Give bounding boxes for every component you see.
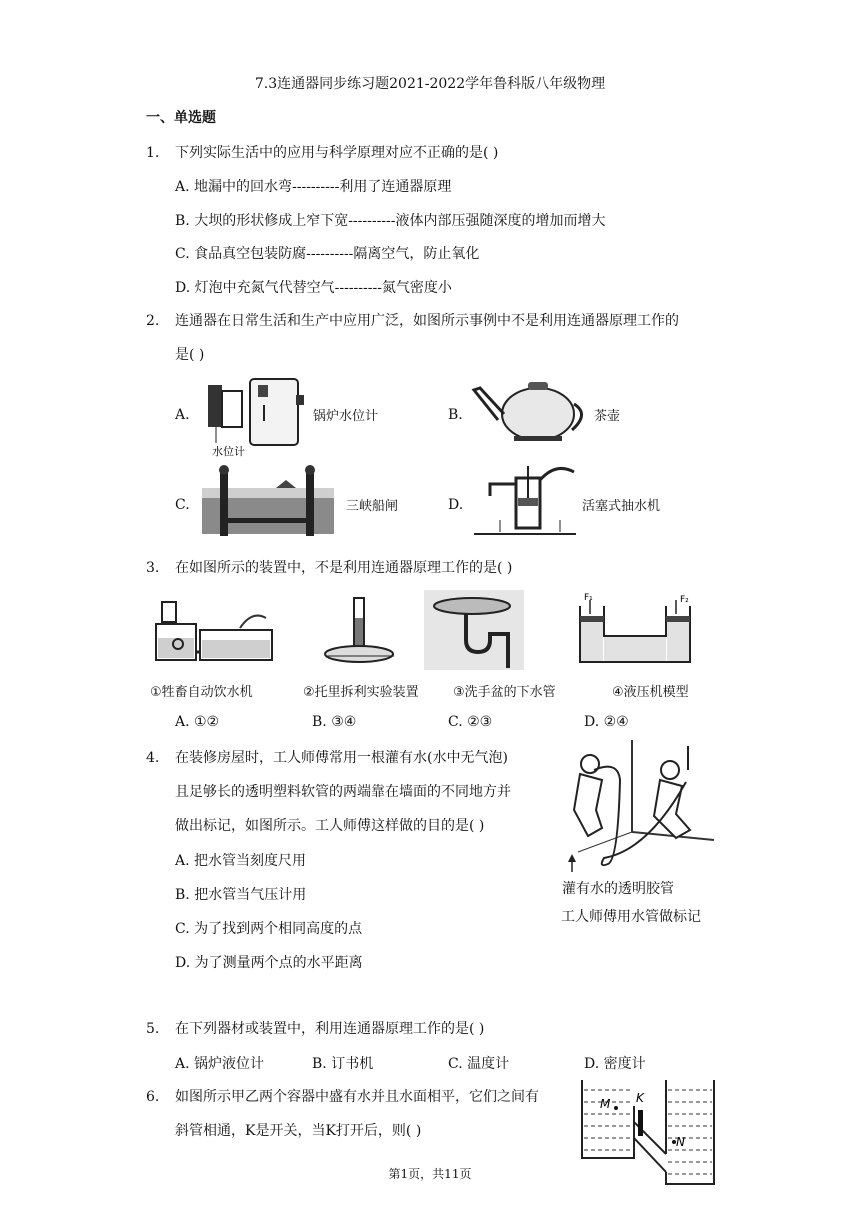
piston-pump-figure [470, 458, 580, 544]
q4-option-c[interactable]: C. 为了找到两个相同高度的点 [175, 921, 363, 937]
workers-hose-figure [558, 740, 718, 876]
q3-figure-caption-1: ①牲畜自动饮水机 [150, 685, 253, 700]
q2-option-a-letter[interactable]: A. [175, 407, 190, 423]
q1-option-d[interactable]: D. 灯泡中充氮气代替空气----------氮气密度小 [175, 280, 452, 296]
teapot-figure [470, 374, 590, 444]
q4-option-d[interactable]: D. 为了测量两个点的水平距离 [175, 955, 363, 971]
q3-option-c[interactable]: C. ②③ [448, 714, 493, 730]
q5-number: 5. [146, 1021, 160, 1037]
q2-option-d-letter[interactable]: D. [448, 497, 464, 513]
sink-drain-figure [424, 590, 524, 670]
q3-figure-caption-4: ④液压机模型 [612, 685, 689, 700]
force-f2-label: F₂ [680, 595, 689, 605]
q2-option-c-caption: 三峡船闸 [346, 499, 399, 514]
q5-option-a[interactable]: A. 锅炉液位计 [175, 1056, 265, 1072]
q2-stem-line1: 连通器在日常生活和生产中应用广泛，如图所示事例中不是利用连通器原理工作的 [175, 313, 679, 329]
q3-option-b[interactable]: B. ③④ [312, 714, 357, 730]
q2-number: 2. [146, 313, 160, 329]
q1-option-c[interactable]: C. 食品真空包装防腐----------隔离空气，防止氧化 [175, 246, 480, 262]
q3-option-a[interactable]: A. ①② [175, 714, 220, 730]
q5-option-d[interactable]: D. 密度计 [584, 1056, 646, 1072]
q4-stem-line2: 且足够长的透明塑料软管的两端靠在墙面的不同地方并 [175, 784, 511, 800]
q2-option-b-letter[interactable]: B. [448, 407, 463, 423]
torricelli-figure [318, 590, 402, 670]
q2-stem-line2: 是( ) [175, 347, 205, 363]
q3-stem: 在如图所示的装置中，不是利用连通器原理工作的是( ) [175, 560, 513, 576]
q3-option-d[interactable]: D. ②④ [584, 714, 629, 730]
page-footer: 第1页，共11页 [388, 1167, 472, 1181]
page-title: 7.3连通器同步练习题2021-2022学年鲁科版八年级物理 [254, 76, 606, 92]
q5-stem: 在下列器材或装置中，利用连通器原理工作的是( ) [175, 1021, 485, 1037]
q2-option-b-caption: 茶壶 [594, 409, 621, 424]
q3-number: 3. [146, 560, 160, 576]
boiler-gauge-figure [198, 375, 310, 457]
q6-stem-line2: 斜管相通，K是开关，当K打开后，则( ) [175, 1123, 422, 1139]
q6-number: 6. [146, 1089, 160, 1105]
q4-option-b[interactable]: B. 把水管当气压计用 [175, 887, 307, 903]
section-heading: 一、单选题 [146, 110, 216, 126]
q4-stem-line3: 做出标记，如图所示。工人师傅这样做的目的是( ) [175, 818, 485, 834]
q6-stem-line1: 如图所示甲乙两个容器中盛有水并且水面相平，它们之间有 [175, 1089, 539, 1105]
q5-option-c[interactable]: C. 温度计 [448, 1056, 510, 1072]
q2-option-c-letter[interactable]: C. [175, 497, 190, 513]
point-m-label: M [600, 1097, 611, 1111]
livestock-drinker-figure [148, 590, 278, 670]
q1-stem: 下列实际生活中的应用与科学原理对应不正确的是( ) [175, 145, 499, 161]
q3-figure-caption-3: ③洗手盆的下水管 [453, 685, 556, 700]
q4-number: 4. [146, 750, 160, 766]
q2-option-d-caption: 活塞式抽水机 [582, 499, 661, 514]
q4-stem-line1: 在装修房屋时，工人师傅常用一根灌有水(水中无气泡) [175, 750, 508, 766]
q1-number: 1. [146, 145, 160, 161]
ship-lock-figure [198, 462, 338, 538]
q4-option-a[interactable]: A. 把水管当刻度尺用 [175, 853, 307, 869]
q2-option-a-caption: 锅炉水位计 [313, 409, 379, 424]
q1-option-b[interactable]: B. 大坝的形状修成上窄下宽----------液体内部压强随深度的增加而增大 [175, 213, 606, 229]
q1-option-a[interactable]: A. 地漏中的回水弯----------利用了连通器原理 [175, 179, 452, 195]
q3-figure-caption-2: ②托里拆利实验装置 [303, 685, 419, 700]
q4-figure-caption-2: 工人师傅用水管做标记 [561, 909, 701, 925]
point-n-label: N [676, 1135, 685, 1149]
switch-k-label: K [636, 1091, 644, 1105]
water-gauge-label: 水位计 [212, 445, 245, 457]
hydraulic-press-figure [570, 592, 700, 670]
q5-option-b[interactable]: B. 订书机 [312, 1056, 374, 1072]
force-f1-label: F₁ [584, 593, 593, 603]
q4-figure-caption-1: 灌有水的透明胶管 [562, 881, 674, 897]
